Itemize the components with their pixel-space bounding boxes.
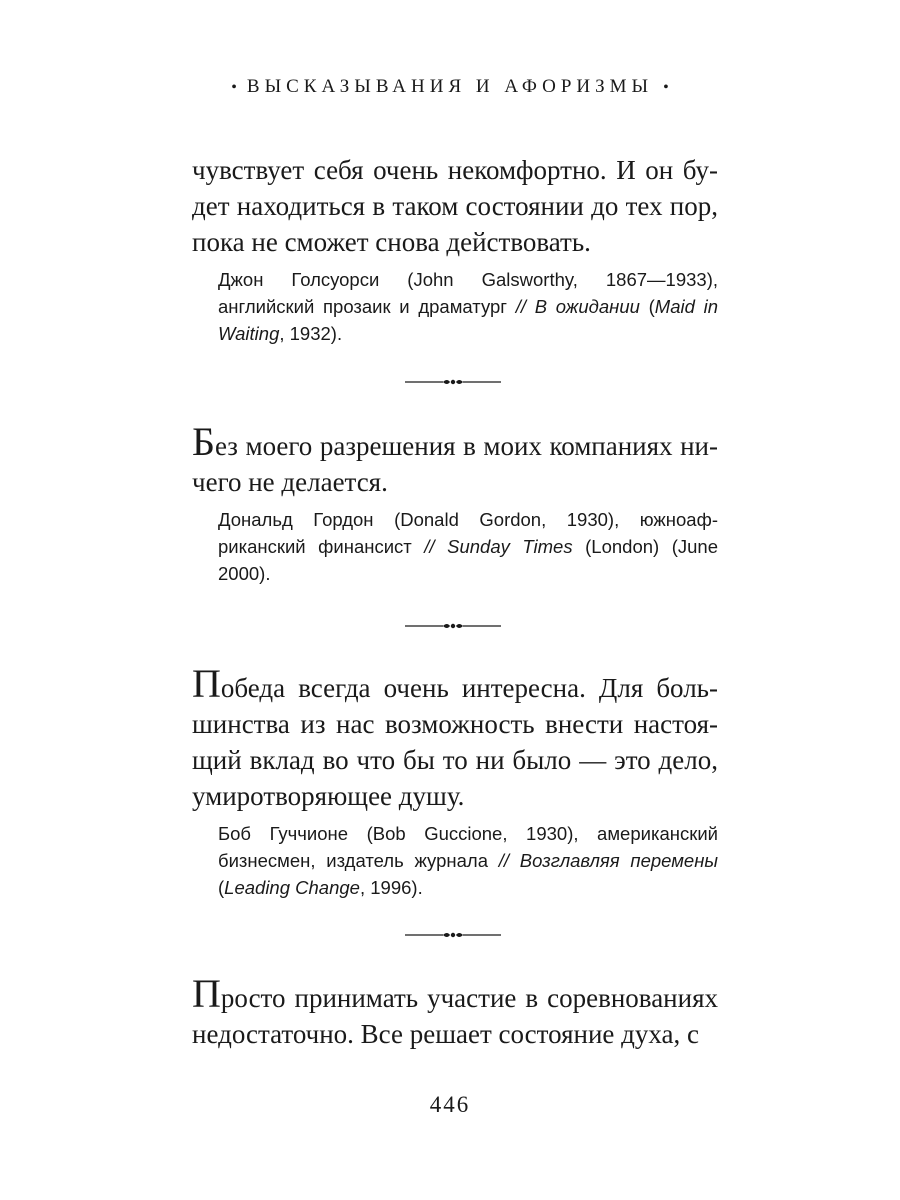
page-number: 446 bbox=[429, 1092, 471, 1117]
attribution-paren: ( bbox=[639, 296, 655, 317]
attribution-author: Дональд Гордон (Donald Gordon, 1930), южноафриканский финансист bbox=[218, 509, 718, 557]
quote-body: чувствует себя очень некомфортно. И он будет находиться в таком состоянии до тех пор, пока не сможет снова действовать. bbox=[192, 155, 718, 257]
attribution-source: // Возглавляя перемены bbox=[498, 850, 719, 871]
quote-attribution bbox=[218, 506, 718, 587]
quote-initial: Б bbox=[192, 419, 215, 464]
attribution-paren: ( bbox=[218, 877, 225, 898]
quote-text bbox=[192, 971, 718, 1052]
running-head bbox=[0, 76, 900, 98]
quote-entry-3 bbox=[192, 661, 719, 901]
attribution-tail: (London) (June 2000). bbox=[218, 536, 718, 584]
attribution-work: Leading Change bbox=[224, 877, 360, 898]
quote-body: росто принимать участие в соревнованиях недостаточно. Все решает состояние духа, с bbox=[192, 983, 718, 1049]
quote-body: обеда всегда очень интересна. Для большинства из нас возможность внести настоящий вклад во что бы то ни было — это дело, умиротворяющее душу. bbox=[192, 673, 718, 811]
quote-initial: П bbox=[192, 661, 221, 706]
quote-text bbox=[192, 419, 718, 500]
bullet-right: • bbox=[663, 79, 669, 96]
attribution-source: // Sunday Times bbox=[424, 536, 573, 557]
attribution-work: Maid in Waiting bbox=[218, 296, 718, 344]
quote-body: ез моего разрешения в моих компаниях ничего не делается. bbox=[192, 431, 718, 497]
quote-attribution bbox=[218, 820, 718, 901]
quote-attribution bbox=[218, 266, 718, 347]
running-head-title: ВЫСКАЗЫВАНИЯ И АФОРИЗМЫ bbox=[246, 76, 654, 97]
ornament-divider-icon bbox=[405, 619, 501, 633]
quote-entry-1 bbox=[192, 148, 718, 347]
quote-entry-4 bbox=[192, 971, 718, 1052]
quote-entry-2 bbox=[192, 419, 718, 587]
bullet-left: • bbox=[231, 79, 237, 96]
quote-initial: П bbox=[192, 971, 221, 1016]
attribution-tail: , 1996). bbox=[359, 877, 423, 898]
attribution-tail: , 1932). bbox=[279, 323, 343, 344]
ornament-divider-icon bbox=[405, 928, 501, 942]
quote-text bbox=[192, 148, 718, 260]
ornament-divider-icon bbox=[405, 375, 501, 389]
attribution-source: // В ожидании bbox=[515, 296, 640, 317]
quote-text bbox=[192, 661, 718, 814]
attribution-author: Боб Гуччионе (Bob Guccione, 1930), американский бизнесмен, издатель журнала bbox=[218, 823, 718, 871]
attribution-author: Джон Голсуорси (John Galsworthy, 1867—1933), английский прозаик и драматург bbox=[218, 269, 718, 317]
